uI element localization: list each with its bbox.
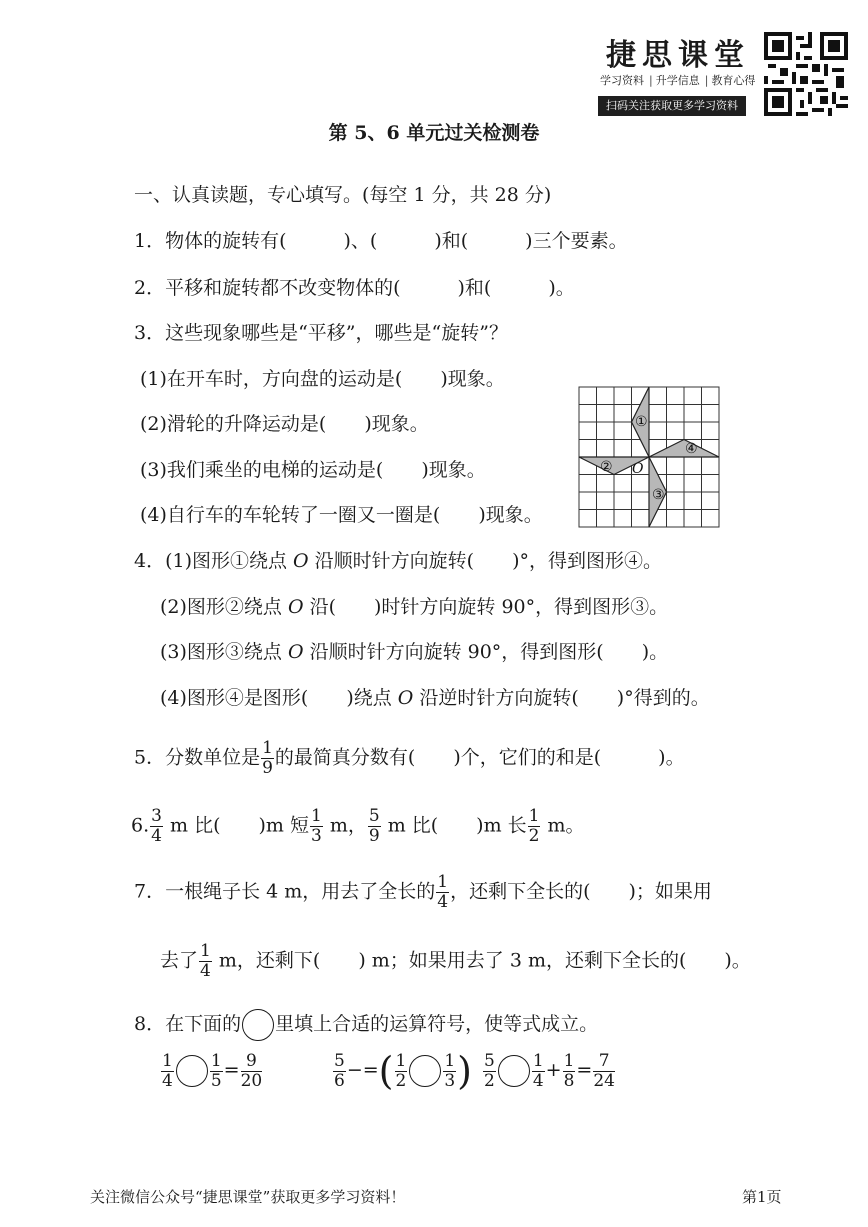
question-6: 6. $\frac{3}{4}$ m 比( )m 短 $\frac{1}{3}$ m， $\frac{5}{9}$ m 比( )m 长 $\frac{1}{2}$ m。 [131,806,585,846]
question-2: 2．平移和旋转都不改变物体的( )和( )。 [134,277,575,299]
tag-education-notes: 教育心得 [711,74,756,87]
label-3: ③ [652,487,665,503]
operator-blank[interactable] [498,1055,530,1087]
equation-3: $\frac{5}{2}$ $\frac{1}{4}$ + $\frac{1}{8}$ = $\frac{7}{24}$ [484,1050,615,1091]
equation-2: $\frac{5}{6}$ −=( $\frac{1}{2}$ $\frac{1}{3}$ ) [334,1049,472,1093]
fraction: $\frac{1}{9}$ [262,738,273,778]
section1-heading: 一、认真读题，专心填写。(每空 1 分，共 28 分) [134,184,552,206]
footer-promo: 关注微信公众号“捷思课堂”获取更多学习资料！ [90,1188,406,1206]
question-5: 5．分数单位是 $\frac{1}{9}$ 的最简真分数有( )个，它们的和是( )。 [134,738,685,778]
label-1: ① [635,414,648,430]
question-4-line-2: (2)图形②绕点 O 沿( )时针方向旋转 90°，得到图形③。 [160,596,669,618]
question-1: 1．物体的旋转有( )、( )和( )三个要素。 [134,230,628,252]
page-title: 第 5、6 单元过关检测卷 [328,122,540,144]
tag-admission-info: 升学信息 [655,74,700,87]
label-4: ④ [685,441,698,457]
shape-4 [649,440,719,458]
question-4-line-4: (4)图形④是图形( )绕点 O 沿逆时针方向旋转( )°得到的。 [160,687,710,709]
operator-blank[interactable] [176,1055,208,1087]
brand-banner: 扫码关注获取更多学习资料 [598,96,746,116]
point-o-label: O [632,461,644,477]
tag-study-materials: 学习资料 [600,74,644,87]
question-3-item-2: (2)滑轮的升降运动是( )现象。 [140,413,429,435]
question-4-line-3: (3)图形③绕点 O 沿顺时针方向旋转 90°，得到图形( )。 [160,641,669,663]
question-7-line-1: 7．一根绳子长 4 m，用去了全长的 $\frac{1}{4}$ ，还剩下全长的( )；如果用 [134,872,712,912]
rotation-grid-figure [578,386,724,528]
brand-title: 捷思课堂 [606,38,750,73]
question-3-item-4: (4)自行车的车轮转了一圈又一圈是( )现象。 [140,504,543,526]
question-3-item-3: (3)我们乘坐的电梯的运动是( )现象。 [140,459,486,481]
operator-circle [242,1009,274,1041]
label-2: ② [600,459,613,475]
operator-blank[interactable] [409,1055,441,1087]
question-3-item-1: (1)在开车时，方向盘的运动是( )现象。 [140,368,505,390]
equation-1: $\frac{1}{4}$ $\frac{1}{5}$ = $\frac{9}{20}$ [162,1050,263,1091]
question-3-stem: 3．这些现象哪些是“平移”，哪些是“旋转”？ [134,322,508,344]
question-8: 8．在下面的 里填上合适的运算符号，使等式成立。 [134,1009,598,1041]
question-4-line-1: 4．(1)图形①绕点 O 沿顺时针方向旋转( )°，得到图形④。 [134,550,662,572]
question-7-line-2: 去了 $\frac{1}{4}$ m，还剩下( ) m；如果用去了 3 m，还剩下全长的( )。 [160,941,751,981]
page-number: 第1页 [742,1188,782,1206]
brand-tags: 学习资料 | 升学信息 | 教育心得 [600,74,756,87]
qr-code-icon[interactable] [764,32,848,116]
